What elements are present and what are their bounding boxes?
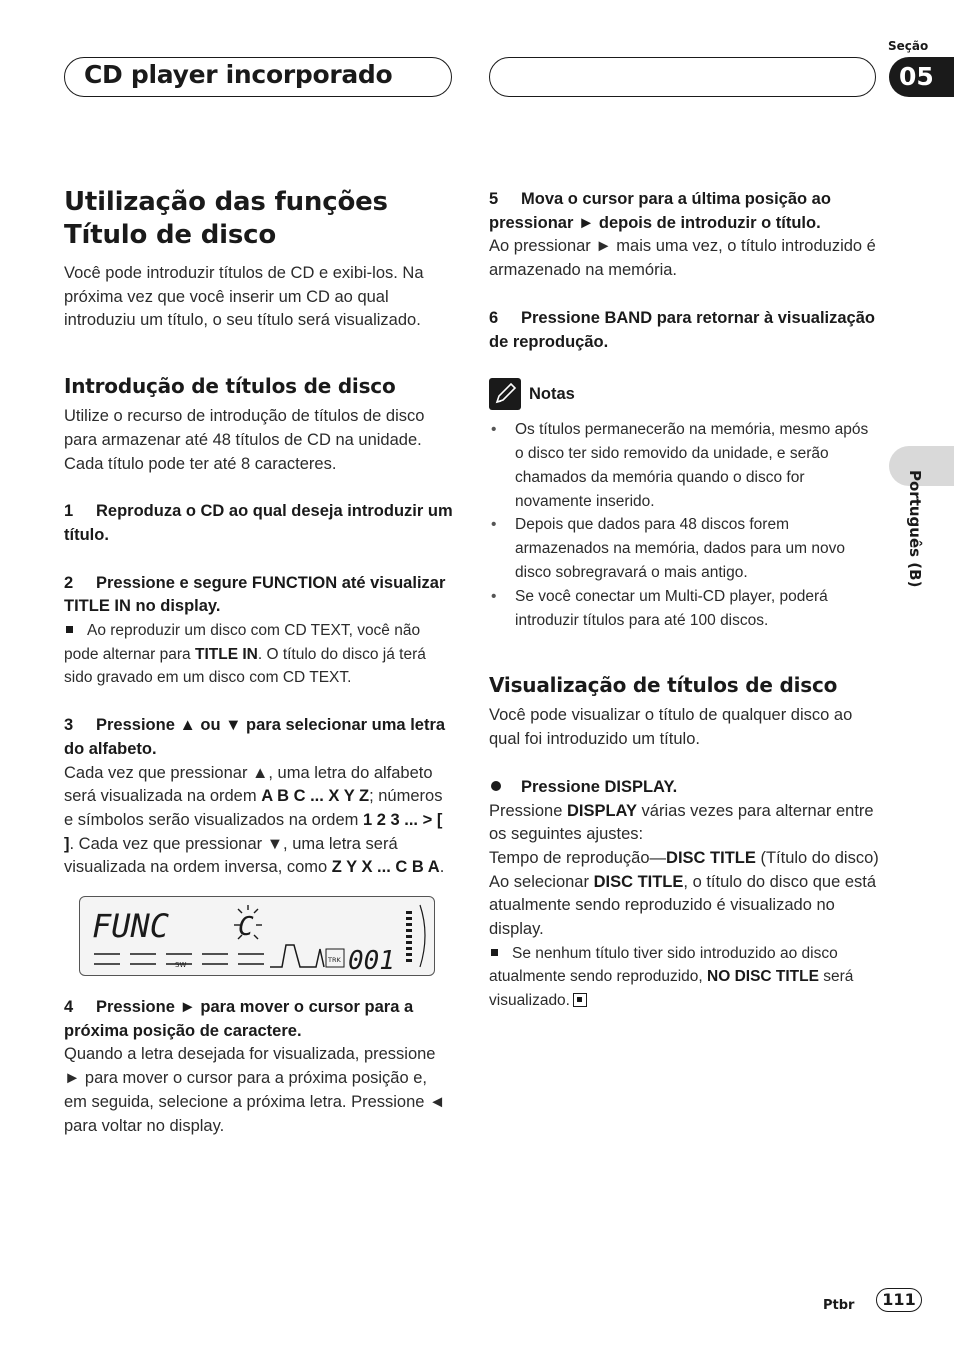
step-number: 5 — [489, 190, 499, 208]
note-text: Se nenhum título tiver sido introduzido ao disco atualmente sendo reproduzido, — [489, 944, 838, 986]
end-of-section-icon — [573, 993, 587, 1007]
step-number: 1 — [64, 502, 74, 521]
body-keyword: DISPLAY — [566, 801, 637, 820]
chapter-title: CD player incorporado — [84, 60, 393, 89]
body-text: várias vezes para alternar entre os seguintes ajustes: — [489, 801, 874, 844]
lcd-level-meter-icon — [406, 911, 412, 962]
header-blank-frame — [489, 57, 876, 97]
body-keyword: 1 2 3 ... > [ ] — [64, 810, 443, 853]
subsection-intro: Você pode visualizar o título de qualquer disco ao qual foi introduzido um título. — [489, 706, 853, 749]
notes-title: Notas — [529, 384, 575, 403]
page-title-line2: Título de disco — [64, 220, 276, 250]
intro-paragraph: Você pode introduzir títulos de CD e exibi-los. Na próxima vez que você inserir um CD ao qual introduziu um título, o seu título será visualizado. — [64, 264, 424, 330]
lcd-track-number: 001 — [348, 946, 395, 975]
lcd-bracket-icon — [420, 905, 425, 967]
body-text: Pressione — [489, 801, 567, 820]
body-text: (Título do disco) — [755, 848, 879, 867]
lcd-trk-label: TRK — [328, 956, 341, 965]
lcd-display-graphic — [80, 897, 433, 974]
step-3-body — [64, 762, 454, 881]
lcd-display-illustration — [79, 896, 435, 976]
note-text: Ao reproduzir um disco com CD TEXT, você não pode alternar para — [64, 622, 421, 663]
round-bullet-icon — [491, 781, 501, 791]
square-bullet-icon — [66, 626, 73, 633]
step-2-note — [64, 619, 454, 690]
final-note — [489, 942, 879, 1013]
notes-header — [489, 378, 879, 410]
square-bullet-icon — [491, 949, 498, 956]
action-line-2 — [489, 847, 879, 871]
body-text: ; números e símbolos serão visualizados na ordem — [64, 787, 443, 829]
step-number: 6 — [489, 308, 499, 327]
step-text: Reproduza o CD ao qual deseja introduzir um título. — [64, 502, 453, 544]
lcd-wave-icon — [270, 945, 324, 967]
footer-language-code: Ptbr — [823, 1298, 855, 1313]
step-text: Pressione BAND para retornar à visualização de reprodução. — [489, 308, 875, 351]
note-text: será visualizado. — [489, 968, 854, 1010]
step-6 — [489, 307, 879, 354]
note-keyword: NO DISC TITLE — [707, 968, 819, 986]
body-text: Tempo de reprodução— — [489, 848, 667, 867]
body-keyword: DISC TITLE — [666, 848, 756, 867]
step-text: Pressione DISPLAY. — [521, 777, 678, 796]
step-5 — [489, 188, 879, 235]
notes-list — [489, 418, 879, 632]
body-text: , o título do disco que está atualmente sendo reproduzido é visualizado no display. — [489, 872, 877, 939]
step-text: Pressione e segure FUNCTION até visualizar TITLE IN no display. — [64, 573, 446, 616]
action-body — [489, 800, 879, 847]
page-title-line1: Utilização das funções — [64, 187, 388, 217]
note-item: • Os títulos permanecerão na memória, mesmo após o disco ter sido removido da unidade, e serão chamados da memória quando o disco for novamente inserido. — [489, 418, 879, 513]
subheading-introducao: Introdução de títulos de disco — [64, 374, 396, 399]
right-column — [489, 188, 879, 1013]
step-2 — [64, 572, 454, 619]
page-title — [64, 186, 454, 252]
note-item: • Depois que dados para 48 discos forem armazenados na memória, dados para um novo disco sobregravará o mais antigo. — [489, 513, 879, 584]
lcd-sw-label: SW — [175, 961, 187, 970]
step-text: Pressione ► para mover o cursor para a próxima posição de caractere. — [64, 998, 414, 1040]
step-5-body: Ao pressionar ► mais uma vez, o título introduzido é armazenado na memória. — [489, 237, 876, 280]
step-number: 2 — [64, 573, 74, 592]
step-3 — [64, 714, 454, 761]
subsection-intro: Utilize o recurso de introdução de títulos de disco para armazenar até 48 títulos de CD na unidade. Cada título pode ter até 8 caracteres. — [64, 407, 425, 473]
step-4-body: Quando a letra desejada for visualizada, pressione ► para mover o cursor para a próxima posição e, em seguida, selecione a próxima letra. Pressione ◄ para voltar no display. — [64, 1045, 446, 1135]
action-step — [489, 776, 879, 800]
subheading-visualizacao: Visualização de títulos de disco — [489, 673, 838, 698]
step-number: 4 — [64, 998, 74, 1017]
note-pencil-icon — [489, 378, 521, 410]
note-item: • Se você conectar um Multi-CD player, poderá introduzir títulos para até 100 discos. — [489, 585, 879, 633]
body-keyword: Z Y X ... C B A — [331, 858, 440, 877]
body-text: . Cada vez que pressionar ▼, uma letra será visualizada na ordem inversa, como — [64, 834, 398, 877]
step-1 — [64, 500, 454, 547]
note-keyword: TITLE IN — [194, 645, 258, 663]
language-tab-label: Português (B) — [906, 470, 924, 588]
step-text: Pressione ▲ ou ▼ para selecionar uma letra do alfabeto. — [64, 716, 446, 758]
body-text: Ao selecionar — [489, 872, 594, 891]
page-number: 111 — [876, 1288, 922, 1312]
lcd-func-text: FUNC — [92, 907, 170, 946]
action-line-3 — [489, 871, 879, 942]
step-text: Mova o cursor para a última posição ao pressionar ► depois de introduzir o título. — [489, 190, 831, 232]
body-keyword: DISC TITLE — [593, 872, 684, 891]
body-keyword: A B C ... X Y Z — [261, 787, 370, 806]
section-number-badge: 05 — [889, 57, 954, 97]
lcd-cursor-char: C — [238, 912, 254, 943]
note-text: . O título do disco já terá sido gravado em um disco com CD TEXT. — [64, 645, 426, 687]
section-label: Seção — [888, 39, 929, 53]
step-4 — [64, 996, 454, 1043]
step-number: 3 — [64, 716, 74, 735]
body-text: . — [439, 858, 445, 877]
body-text: Cada vez que pressionar ▲, uma letra do alfabeto será visualizada na ordem — [64, 763, 433, 806]
left-column — [64, 186, 454, 1138]
